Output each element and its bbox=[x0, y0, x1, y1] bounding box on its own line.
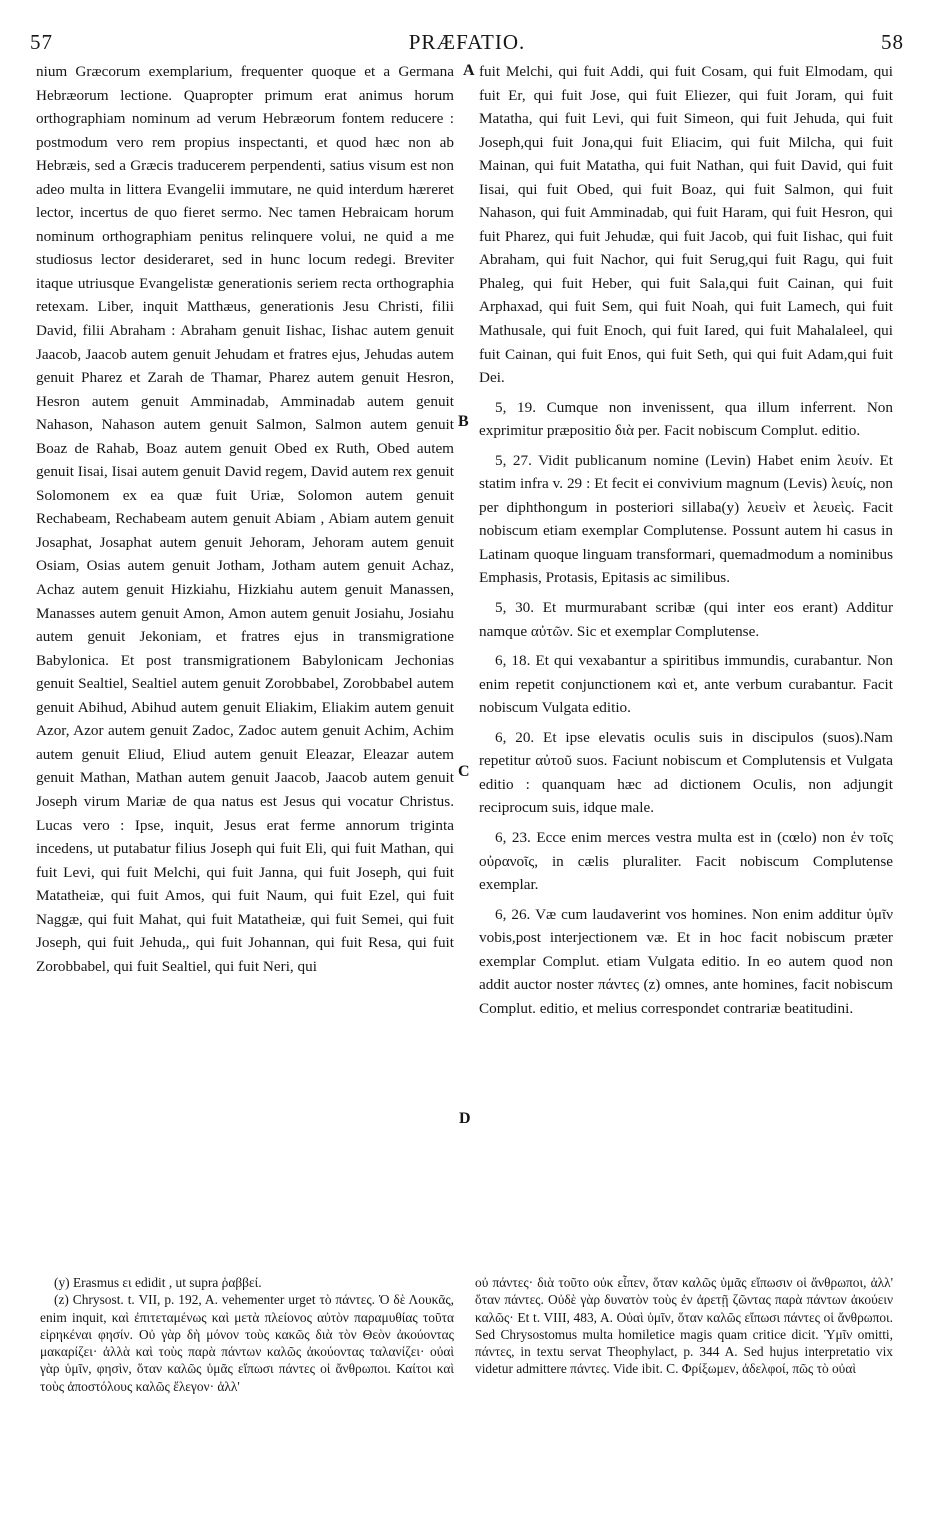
left-column-text: nium Græcorum exemplarium, frequenter quoque et a Germana Hebræorum lectione. Quapropter primum erat animus horum orthographiam nominum ad verum Hebræorum fontem reducere : postmodum vero rem propius inspectanti, et quod hæc non ab Hebræis, sed a Græcis traducerem perpendenti, satius visum est non adeo multa in littera Evangelii immutare, ne quid interdum hæreret lector, incertus de quo fieret sermo. Nec tamen Hebraicam horum nominum orthographiam penitus relinquere volui, ne quid a me studiosus lector desideraret, sed in hunc locum redegi. Breviter itaque utriusque Evangelistæ generationis seriem recta orthographia retexam. Liber, inquit Matthæus, generationis Jesu Christi, filii David, filii Abraham : Abraham genuit Iishac, Iishac autem genuit Jaacob, Jaacob autem genuit Jehudam et fratres ejus, Jehudas autem genuit Pharez et Zarah de Thamar, Pharez autem genuit Hesron, Hesron autem genuit Amminadab, Amminadab autem genuit Nahason, Nahason autem genuit Salmon, Salmon autem genuit Boaz de Rahab, Boaz autem genuit Obed ex Ruth, Obed autem genuit Iisai, Iisai autem genuit David regem, David autem rex genuit Solomonem ex ea quæ fuit Uriæ, Solomon autem genuit Rechabeam, Rechabeam autem genuit Abiam , Abiam autem genuit Josaphat, Josaphat autem genuit Jehoram, Jehoram autem genuit Osiam, Osias autem genuit Jotham, Jotham autem genuit Achaz, Achaz autem genuit Hizkiahu, Hizkiahu autem genuit Manassen, Manasses autem genuit Amon, Amon autem genuit Josiahu, Josiahu autem genuit Jekoniam, et fratres ejus in transmigratione Babylonica. Et post transmigrationem Babylonicam Jechonias genuit Sealtiel, Sealtiel autem genuit Zorobbabel, Zorobbabel autem genuit Abihud, Abihud autem genuit Eliakim, Eliakim autem genuit Azor, Azor autem genuit Zadoc, Zadoc autem genuit Achim, Achim autem genuit Eliud, Eliud autem genuit Eleazar, Eleazar autem genuit Mathan, Mathan autem genuit Jaacob, Jaacob autem genuit Joseph virum Mariæ de qua natus est Jesus qui vocatur Christus. Lucas vero : Ipse, inquit, Jesus erat ferme annorum triginta incedens, ut putabatur filius Joseph qui fuit Eli, qui fuit Mathan, qui fuit Levi, qui fuit Melchi, qui fuit Janna, qui fuit Joseph, qui fuit Matatheiæ, qui fuit Amos, qui fuit Naum, qui fuit Ezel, qui fuit Naggæ, qui fuit Mahat, qui fuit Matatheiæ, qui fuit Semei, qui fuit Joseph, qui fuit Jehuda,, qui fuit Johannan, qui fuit Resa, qui fuit Zorobbabel, qui fuit Sealtiel, qui fuit Neri, qui bbox=[36, 63, 454, 975]
margin-letter-c: C bbox=[458, 763, 470, 780]
footnotes-left bbox=[40, 1274, 454, 1456]
note-5-27: 5, 27. Vidit publicanum nomine (Levin) Habet enim λευίν. Et statim infra v. 29 : Et fecit ei convivium magnum (Levis) λευίς, non per diphthongum in posteriori sillaba(y) λευεὶν et λευεὶς. Facit nobiscum etiam exemplar Complutense. Possunt autem hi casus in Latinam quoque linguam transformari, quemadmodum a nominibus Emphasis, Protasis, Epitasis ac similibus. bbox=[479, 451, 893, 587]
note-5-30: 5, 30. Et murmurabant scribæ (qui inter eos erant) Additur namque αὐτῶν. Sic et exemplar Complutense. bbox=[479, 599, 893, 640]
margin-letter-d: D bbox=[459, 1110, 471, 1127]
footnote-z-continued: οὐ πάντες· διὰ τοῦτο οὐκ εἶπεν, ὅταν καλῶς ὑμᾶς εἴπωσιν οἱ ἄνθρωποι, ἀλλ' ὅταν πάντες. Οὐδὲ γὰρ δυνατὸν τοὺς ἐν ἀρετῇ ζῶντας παρὰ πάντων ἀκούειν καλῶς· Et t. VIII, 483, A. Οὐαὶ ὑμῖν, ὅταν καλῶς εἴπωσι πάντες οἱ ἄνθρωποι. Sed Chrysostomus multa homiletice magis quam critice dicit. Ὑμῖν omitti, πάντες, in textu servat Theophylact, p. 344 A. Sed hujus interpretatio vix videtur admittere πάντες. Vide ibit. C. Φρίξωμεν, ἀδελφοί, πῶς τὸ οὐαὶ bbox=[475, 1275, 893, 1377]
genealogy-continuation: fuit Melchi, qui fuit Addi, qui fuit Cosam, qui fuit Elmodam, qui fuit Er, qui fuit Jose, qui fuit Eliezer, qui fuit Joram, qui fuit Matatha, qui fuit Levi, qui fuit Simeon, qui fuit Jehuda, qui fuit Joseph,qui fuit Jona,qui fuit Eliacim, qui fuit Milcha, qui fuit Mainan, qui fuit Matatha, qui fuit Nathan, qui fuit David, qui fuit Iisai, qui fuit Obed, qui fuit Boaz, qui fuit Salmon, qui fuit Nahason, qui fuit Amminadab, qui fuit Haram, qui fuit Hesron, qui fuit Pharez, qui fuit Jehudæ, qui fuit Jacob, qui fuit Iishac, qui fuit Abraham, qui fuit Nachor, qui fuit Serug,qui fuit Ragu, qui fuit Phaleg, qui fuit Heber, qui fuit Sala,qui fuit Cainan, qui fuit Arphaxad, qui fuit Sem, qui fuit Noah, qui fuit Lamech, qui fuit Mathusale, qui fuit Enoch, qui fuit Iared, qui fuit Mahalaleel, qui fuit Cainan, qui fuit Enos, qui fuit Seth, qui qui fuit Adam,qui fuit Dei. bbox=[479, 63, 893, 387]
note-5-19: 5, 19. Cumque non invenissent, qua illum inferrent. Non exprimitur præpositio διὰ per. Facit nobiscum Complut. editio. bbox=[479, 398, 893, 440]
note-6-23: 6, 23. Ecce enim merces vestra multa est in (cœlo) non ἐν τοῖς οὐρανοῖς, in cælis pluraliter. Facit nobiscum Complutense exemplar. bbox=[479, 828, 893, 894]
running-header bbox=[30, 30, 904, 54]
note-6-26: 6, 26. Væ cum laudaverint vos homines. Non enim additur ὑμῖν vobis,post interjectionem væ. Et in hoc facit nobiscum præter exemplar Complut. etiam Vulgata editio. In eo autem quod non addit auctor noster πάντες (z) omnes, ante homines, facit nobiscum Complut. editio, et melius correspondet contrariæ beatitudini. bbox=[479, 905, 893, 1017]
page-number-left: 57 bbox=[30, 30, 53, 54]
running-title: PRÆFATIO. bbox=[408, 30, 526, 54]
page-number-right: 58 bbox=[881, 30, 904, 54]
note-6-20: 6, 20. Et ipse elevatis oculis suis in discipulos (suos).Nam repetitur αὐτοῦ suos. Faciunt nobiscum et Complutensis et Vulgata editio : quanquam hæc ad dictionem Oculis, non adjungit reciprocum suis, idque male. bbox=[479, 728, 893, 817]
footnote-y: (y) Erasmus ει edidit , ut supra ῥαββεί. bbox=[54, 1275, 262, 1290]
left-text-column bbox=[36, 60, 454, 1264]
right-text-column bbox=[479, 60, 893, 1264]
footnotes-right bbox=[475, 1274, 893, 1456]
margin-letter-a: A bbox=[463, 62, 475, 79]
note-6-18: 6, 18. Et qui vexabantur a spiritibus immundis, curabantur. Non enim repetit conjunctionem καὶ et, ante verbum curabantur. Facit nobiscum Vulgata editio. bbox=[479, 652, 893, 717]
footnote-z: (z) Chrysost. t. VII, p. 192, A. vehementer urget τὸ πάντες. Ὁ δὲ Λουκᾶς, enim inquit, καὶ ἐπιτεταμένως καὶ μετὰ πλείονος αὐτὸν παραμυθίας τοῦτα εἰρηκέναι φησίν. Οὐ γὰρ δὴ μόνον τοὺς κακῶς διὰ τὸν Θεὸν ἀκούοντας μακαρίζει· ἀλλὰ καὶ τοὺς παρὰ πάντων καλῶς ἀκούοντας ταλανίζει· οὐαὶ γὰρ ὑμῖν, φησὶν, ὅταν καλῶς ὑμᾶς εἴπωσι πάντες οἱ ἄνθρωποι. Καίτοι καὶ τοὺς ἀποστόλους καλῶς ἔλεγον· ἀλλ' bbox=[40, 1292, 454, 1394]
margin-letter-b: B bbox=[458, 413, 469, 430]
